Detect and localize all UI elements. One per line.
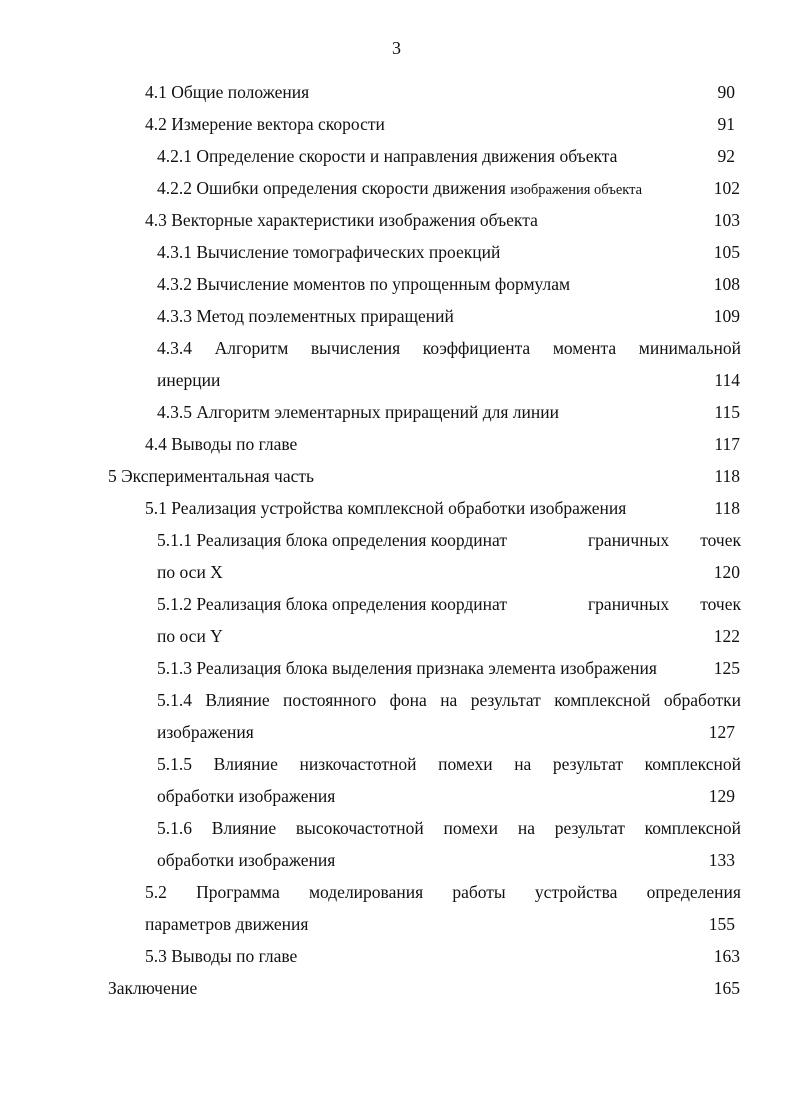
toc-title-cont: по оси Y bbox=[157, 626, 223, 646]
toc-entry-4-3-4-cont bbox=[0, 368, 793, 392]
toc-page: 127 bbox=[708, 722, 735, 742]
toc-word: результат bbox=[554, 818, 625, 838]
toc-entry-4-2-2 bbox=[0, 176, 793, 200]
toc-entry-4-4 bbox=[0, 432, 793, 456]
toc-word: на bbox=[440, 690, 458, 710]
toc-word: 4.3.4 bbox=[157, 338, 192, 358]
toc-page: 102 bbox=[713, 178, 740, 198]
toc-word: комплексной bbox=[554, 690, 651, 710]
toc-word: Программа bbox=[196, 882, 280, 902]
toc-title: 5.1.2 Реализация блока определения координат bbox=[157, 594, 507, 614]
toc-word: определения bbox=[646, 882, 741, 902]
toc-title-cont: обработки изображения bbox=[157, 786, 336, 806]
toc-page: 118 bbox=[714, 498, 740, 518]
toc-title: 4.1 Общие положения bbox=[145, 82, 310, 102]
toc-entry-5-1-3 bbox=[0, 656, 793, 680]
toc-entry-5-1-2-cont bbox=[0, 624, 793, 648]
toc-page: 91 bbox=[717, 114, 735, 134]
toc-entry-4-3-3 bbox=[0, 304, 793, 328]
toc-entry-4-3-2 bbox=[0, 272, 793, 296]
toc-page: 165 bbox=[713, 978, 740, 998]
toc-word: на bbox=[517, 818, 535, 838]
toc-word: 5.1.6 bbox=[157, 818, 192, 838]
toc-page: 120 bbox=[713, 562, 740, 582]
toc-entry-5 bbox=[0, 464, 793, 488]
toc-entry-5-3 bbox=[0, 944, 793, 968]
toc-page: 129 bbox=[708, 786, 735, 806]
toc-page: 114 bbox=[714, 370, 740, 390]
toc-word: 5.2 bbox=[145, 882, 167, 902]
toc-title: 4.3.1 Вычисление томографических проекций bbox=[157, 242, 501, 262]
toc-entry-4-1 bbox=[0, 80, 793, 104]
toc-title: 5.1.3 Реализация блока выделения признака элемента изображения bbox=[157, 658, 657, 678]
toc-word: помехи bbox=[438, 754, 493, 774]
toc-word: обработки bbox=[663, 690, 741, 710]
toc-entry-5-1-4 bbox=[0, 688, 793, 712]
toc-title-word: точек bbox=[700, 530, 741, 550]
toc-page: 163 bbox=[713, 946, 740, 966]
toc-word: помехи bbox=[443, 818, 499, 838]
toc-title-justified bbox=[157, 752, 741, 776]
toc-page: 92 bbox=[717, 146, 735, 166]
toc-word: результат bbox=[552, 754, 624, 774]
toc-page: 103 bbox=[713, 210, 740, 230]
toc-entry-5-2 bbox=[0, 880, 793, 904]
toc-page: 90 bbox=[717, 82, 735, 102]
toc-word: 5.1.4 bbox=[157, 690, 192, 710]
toc-word: моделирования bbox=[308, 882, 424, 902]
toc-word: комплексной bbox=[644, 754, 741, 774]
toc-word: устройства bbox=[534, 882, 618, 902]
toc-title-cont: обработки изображения bbox=[157, 850, 336, 870]
toc-entry-5-1-1-cont bbox=[0, 560, 793, 584]
toc-title-cont: по оси X bbox=[157, 562, 223, 582]
toc-entry-conclusion bbox=[0, 976, 793, 1000]
toc-word: на bbox=[514, 754, 532, 774]
toc-page: 117 bbox=[714, 434, 740, 454]
toc-page: 122 bbox=[713, 626, 740, 646]
toc-entry-4-2 bbox=[0, 112, 793, 136]
toc-word: Влияние bbox=[205, 690, 270, 710]
toc-title-justified bbox=[157, 336, 741, 360]
toc-title: 4.3 Векторные характеристики изображения объекта bbox=[145, 210, 538, 230]
toc-entry-4-3-1 bbox=[0, 240, 793, 264]
toc-title: 4.3.2 Вычисление моментов по упрощенным формулам bbox=[157, 274, 571, 294]
toc-page: 133 bbox=[708, 850, 735, 870]
toc-entry-4-2-1 bbox=[0, 144, 793, 168]
toc-title: 4.3.3 Метод поэлементных приращений bbox=[157, 306, 454, 326]
toc-word: работы bbox=[452, 882, 506, 902]
toc-title-main: 4.2.2 Ошибки определения скорости движения bbox=[157, 178, 506, 198]
toc-title-cont: изображения bbox=[157, 722, 254, 742]
toc-entry-5-1-1 bbox=[0, 528, 793, 552]
toc-title-word: граничных bbox=[588, 594, 670, 614]
toc-page: 108 bbox=[713, 274, 740, 294]
toc-entry-5-2-cont bbox=[0, 912, 793, 936]
toc-title: 4.4 Выводы по главе bbox=[145, 434, 298, 454]
toc-word: минимальной bbox=[638, 338, 741, 358]
toc-entry-5-1-4-cont bbox=[0, 720, 793, 744]
toc-entry-5-1-5 bbox=[0, 752, 793, 776]
toc-title-cont: инерции bbox=[157, 370, 221, 390]
toc-title-small: изображения объекта bbox=[510, 182, 643, 198]
toc-word: высокочастотной bbox=[295, 818, 424, 838]
toc-word: Алгоритм bbox=[214, 338, 289, 358]
toc-word: результат bbox=[470, 690, 541, 710]
toc-title-cont: параметров движения bbox=[145, 914, 309, 934]
toc-title: 5.1.1 Реализация блока определения координат bbox=[157, 530, 507, 550]
toc-entry-4-3-4 bbox=[0, 336, 793, 360]
toc-entry-5-1-2 bbox=[0, 592, 793, 616]
toc-word: комплексной bbox=[644, 818, 741, 838]
toc-title: 5.1 Реализация устройства комплексной обработки изображения bbox=[145, 498, 627, 518]
toc-page: 125 bbox=[713, 658, 740, 678]
toc-title: Заключение bbox=[108, 978, 198, 998]
toc-word: фона bbox=[389, 690, 427, 710]
toc-title: 5 Экспериментальная часть bbox=[108, 466, 314, 486]
toc-word: 5.1.5 bbox=[157, 754, 192, 774]
toc-title-justified bbox=[157, 688, 741, 712]
toc-entry-5-1 bbox=[0, 496, 793, 520]
toc-title: 4.3.5 Алгоритм элементарных приращений для линии bbox=[157, 402, 559, 422]
toc-page: 109 bbox=[713, 306, 740, 326]
toc-title-word: граничных bbox=[588, 530, 670, 550]
toc-page: 155 bbox=[708, 914, 735, 934]
toc-word: коэффициента bbox=[422, 338, 531, 358]
toc-entry-5-1-5-cont bbox=[0, 784, 793, 808]
toc-title-justified bbox=[145, 880, 741, 904]
toc-title: 4.2 Измерение вектора скорости bbox=[145, 114, 385, 134]
toc-page: 105 bbox=[713, 242, 740, 262]
toc-word: вычисления bbox=[310, 338, 401, 358]
toc-page: 118 bbox=[714, 466, 740, 486]
toc-word: постоянного bbox=[283, 690, 377, 710]
toc-title: 4.2.1 Определение скорости и направления движения объекта bbox=[157, 146, 618, 166]
toc-title bbox=[157, 176, 642, 202]
toc-title-justified bbox=[157, 816, 741, 840]
toc-title: 5.3 Выводы по главе bbox=[145, 946, 298, 966]
toc-entry-4-3 bbox=[0, 208, 793, 232]
toc-entry-4-3-5 bbox=[0, 400, 793, 424]
toc-entry-5-1-6 bbox=[0, 816, 793, 840]
toc-word: момента bbox=[552, 338, 617, 358]
toc-word: Влияние bbox=[211, 818, 277, 838]
toc-word: низкочастотной bbox=[299, 754, 417, 774]
page-number: 3 bbox=[392, 38, 401, 58]
toc-entry-5-1-6-cont bbox=[0, 848, 793, 872]
toc-page: 115 bbox=[714, 402, 740, 422]
toc-title-word: точек bbox=[700, 594, 741, 614]
toc-word: Влияние bbox=[213, 754, 278, 774]
